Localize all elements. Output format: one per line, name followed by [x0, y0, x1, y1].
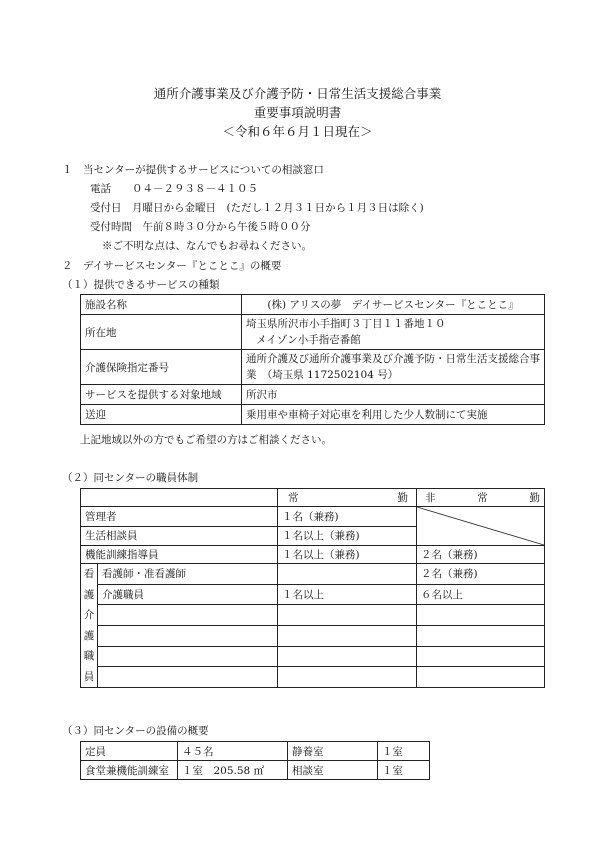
table-row — [81, 742, 430, 761]
fulltime-count — [278, 605, 417, 626]
parttime-count — [417, 667, 545, 688]
fulltime-count: １名以上 — [278, 584, 417, 605]
facilities-table — [80, 741, 430, 780]
parttime-count — [417, 646, 545, 667]
table-row — [81, 385, 545, 405]
table-row — [81, 605, 545, 626]
table-row — [81, 315, 545, 350]
address-line2: メイゾン小手指壱番館 — [256, 334, 361, 346]
staff-table — [80, 488, 545, 688]
table-row — [81, 761, 430, 780]
table-row — [81, 405, 545, 425]
facility-label: 相談室 — [288, 761, 378, 780]
service-area-note: 上記地域以外の方でもご希望の方はご相談ください。 — [80, 434, 332, 446]
section2-3-heading: （３）同センターの設備の概要 — [62, 725, 209, 737]
document-date: ＜令和６年６月１日現在＞ — [222, 124, 373, 139]
parttime-count — [417, 605, 545, 626]
phone-number: 電話 ０４－２９３８－４１０５ — [90, 183, 258, 195]
address — [242, 315, 545, 350]
table-row — [81, 350, 545, 385]
insurance-designation-number — [242, 350, 545, 385]
role-label: 介護職員 — [98, 584, 278, 605]
designation-line1: 通所介護及び通所介護事業及び介護予防・日常生活支援総合事 — [246, 353, 540, 365]
fulltime-count — [278, 625, 417, 646]
header-fulltime: 常 勤 — [278, 489, 417, 507]
role-label — [98, 646, 278, 667]
parttime-count: ２名（兼務) — [417, 564, 545, 585]
services-table — [80, 294, 545, 425]
section2-heading: ２ デイサービスセンター『とことこ』の概要 — [62, 260, 282, 272]
facility-name: (株) アリスの夢 デイサービスセンター『とことこ』 — [242, 295, 545, 315]
table-row — [81, 584, 545, 605]
parttime-count: ６名以上 — [417, 584, 545, 605]
table-row — [81, 625, 545, 646]
facility-value: ４５名 — [178, 742, 288, 761]
section2-2-heading: （２）同センターの職員体制 — [62, 472, 199, 484]
fulltime-count: １名（兼務) — [278, 507, 417, 527]
table-row — [81, 546, 545, 564]
table-row — [81, 507, 545, 527]
fulltime-count: １名以上（兼務) — [278, 546, 417, 564]
fulltime-count — [278, 667, 417, 688]
row-label: 送迎 — [81, 405, 242, 425]
facility-label: 定員 — [81, 742, 178, 761]
row-label: 所在地 — [81, 315, 242, 350]
table-row — [81, 564, 545, 585]
header-parttime: 非 常 勤 — [417, 489, 545, 507]
address-line1: 埼玉県所沢市小手指町３丁目１１番地１０ — [246, 318, 446, 330]
service-area: 所沢市 — [242, 385, 545, 405]
document-subtitle: 重要事項説明書 — [253, 105, 342, 120]
fulltime-count — [278, 646, 417, 667]
diagonal-line — [417, 507, 544, 545]
table-row — [81, 646, 545, 667]
facility-label: 静養室 — [288, 742, 378, 761]
table-row — [81, 667, 545, 688]
fulltime-count — [278, 564, 417, 585]
facility-value: １室 205.58 ㎡ — [178, 761, 288, 780]
parttime-blank-cell — [417, 507, 545, 546]
reception-days: 受付日 月曜日から金曜日 (ただし１２月３１日から１月３日は除く) — [90, 202, 424, 214]
role-label — [98, 625, 278, 646]
reception-hours: 受付時間 午前８時３０分から午後５時００分 — [90, 221, 311, 233]
section1-heading: １ 当センターが提供するサービスについての相談窓口 — [62, 164, 324, 176]
role-label: 管理者 — [81, 507, 278, 527]
table-row — [81, 489, 545, 507]
row-label: 介護保険指定番号 — [81, 350, 242, 385]
transport: 乗用車や車椅子対応車を利用した少人数制にて実施 — [242, 405, 545, 425]
document-title: 通所介護事業及び介護予防・日常生活支援総合事業 — [153, 86, 442, 101]
parttime-count — [417, 625, 545, 646]
role-label: 看護師・准看護師 — [98, 564, 278, 585]
parttime-count: ２名（兼務) — [417, 546, 545, 564]
facility-label: 食堂兼機能訓練室 — [81, 761, 178, 780]
row-label: サービスを提供する対象地域 — [81, 385, 242, 405]
row-label: 施設名称 — [81, 295, 242, 315]
fulltime-count: １名以上（兼務) — [278, 526, 417, 546]
table-row — [81, 295, 545, 315]
inquiry-note: ※ご不明な点は、なんでもお尋ねください。 — [102, 240, 312, 252]
role-label: 機能訓練指導員 — [81, 546, 278, 564]
facility-value: １室 — [378, 742, 430, 761]
section2-1-heading: （１）提供できるサービスの種類 — [62, 279, 220, 291]
role-label — [98, 605, 278, 626]
nursing-care-staff-group-label: 看 護 介 護 職 員 — [81, 564, 98, 688]
facility-value: １室 — [378, 761, 430, 780]
role-label — [98, 667, 278, 688]
designation-line2: 業 （埼玉県 1172502104 号） — [246, 369, 399, 381]
role-label: 生活相談員 — [81, 526, 278, 546]
